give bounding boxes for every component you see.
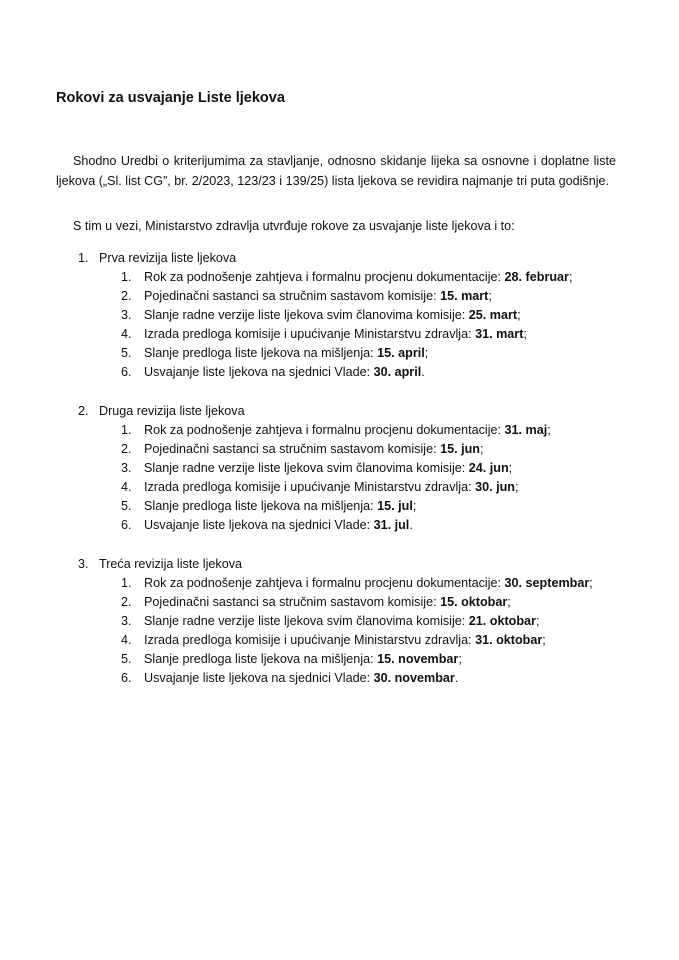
list-item — [78, 669, 638, 688]
item-number: 2. — [121, 289, 132, 303]
list-item — [78, 497, 638, 516]
item-date: 15. mart — [440, 289, 489, 303]
item-end: ; — [517, 308, 521, 322]
item-end: ; — [488, 289, 492, 303]
item-date: 30. septembar — [504, 576, 590, 590]
deadline-list — [78, 574, 638, 688]
item-end: . — [409, 518, 413, 532]
item-date: 28. februar — [504, 270, 569, 284]
list-item — [78, 650, 638, 669]
item-number: 4. — [121, 327, 132, 341]
item-end: . — [421, 365, 425, 379]
item-text: Usvajanje liste ljekova na sjednici Vlade: — [144, 671, 374, 685]
item-number: 4. — [121, 633, 132, 647]
list-item — [78, 516, 638, 535]
item-number: 3. — [121, 461, 132, 475]
revision-section-3 — [78, 555, 638, 688]
revision-section-2 — [78, 402, 638, 535]
item-number: 2. — [121, 442, 132, 456]
section-title: Prva revizija liste ljekova — [99, 251, 237, 265]
item-end: ; — [523, 327, 527, 341]
item-date: 24. jun — [468, 461, 509, 475]
item-number: 6. — [121, 365, 132, 379]
item-end: ; — [542, 633, 546, 647]
item-text: Izrada predloga komisije i upućivanje Ministarstvu zdravlja: — [144, 327, 476, 341]
item-number: 3. — [121, 614, 132, 628]
list-item — [78, 631, 638, 650]
item-number: 5. — [121, 346, 132, 360]
deadline-list — [78, 421, 638, 535]
list-item — [78, 363, 638, 382]
lead-paragraph: S tim u vezi, Ministarstvo zdravlja utvrđuje rokove za usvajanje liste ljekova i to: — [73, 219, 515, 233]
item-date: 31. maj — [504, 423, 548, 437]
item-text: Slanje radne verzije liste ljekova svim članovima komisije: — [144, 614, 469, 628]
item-text: Rok za podnošenje zahtjeva i formalnu procjenu dokumentacije: — [144, 423, 505, 437]
item-date: 15. oktobar — [440, 595, 508, 609]
item-number: 1. — [121, 423, 132, 437]
item-text: Slanje predloga liste ljekova na mišljenja: — [144, 346, 378, 360]
item-end: ; — [507, 595, 511, 609]
item-date: 21. oktobar — [468, 614, 536, 628]
section-heading — [78, 402, 638, 421]
item-end: ; — [424, 346, 429, 360]
item-end: ; — [589, 576, 593, 590]
intro-paragraph: Shodno Uredbi o kriterijumima za stavljanje, odnosno skidanje lijeka sa osnovne i doplatne liste ljekova („Sl. list CG”, br. 2/2023, 123/23 i 139/25) lista ljekova se revidira najmanje tri puta godišnje. — [56, 154, 616, 188]
item-date: 25. mart — [468, 308, 518, 322]
item-text: Slanje predloga liste ljekova na mišljenja: — [144, 499, 378, 513]
item-end: ; — [458, 652, 462, 666]
item-text: Rok za podnošenje zahtjeva i formalnu procjenu dokumentacije: — [144, 270, 505, 284]
list-item — [78, 268, 638, 287]
deadline-list — [78, 268, 638, 382]
item-text: Pojedinačni sastanci sa stručnim sastavom komisije: — [144, 442, 441, 456]
section-heading — [78, 555, 638, 574]
section-title: Druga revizija liste ljekova — [99, 404, 245, 418]
section-title: Treća revizija liste ljekova — [99, 557, 243, 571]
list-item — [78, 306, 638, 325]
item-date: 31. jul — [373, 518, 410, 532]
item-date: 30. april — [373, 365, 422, 379]
list-item — [78, 421, 638, 440]
item-end: ; — [547, 423, 551, 437]
item-end: ; — [568, 270, 573, 284]
list-item — [78, 287, 638, 306]
section-number: 1. — [78, 251, 89, 265]
item-number: 5. — [121, 652, 132, 666]
section-heading — [78, 249, 638, 268]
item-text: Izrada predloga komisije i upućivanje Ministarstvu zdravlja: — [144, 480, 476, 494]
item-end: ; — [508, 461, 513, 475]
item-date: 31. oktobar — [475, 633, 543, 647]
list-item — [78, 459, 638, 478]
item-end: . — [454, 671, 459, 685]
section-number: 3. — [78, 557, 89, 571]
item-number: 1. — [121, 576, 132, 590]
item-text: Pojedinačni sastanci sa stručnim sastavom komisije: — [144, 289, 441, 303]
item-text: Izrada predloga komisije i upućivanje Ministarstvu zdravlja: — [144, 633, 476, 647]
item-text: Rok za podnošenje zahtjeva i formalnu procjenu dokumentacije: — [144, 576, 505, 590]
revision-section-1 — [78, 249, 638, 382]
item-text: Slanje predloga liste ljekova na mišljenja: — [144, 652, 378, 666]
item-text: Pojedinačni sastanci sa stručnim sastavom komisije: — [144, 595, 441, 609]
item-date: 30. novembar — [373, 671, 455, 685]
item-date: 30. jun — [475, 480, 515, 494]
list-item — [78, 574, 638, 593]
item-text: Slanje radne verzije liste ljekova svim članovima komisije: — [144, 461, 469, 475]
list-item — [78, 344, 638, 363]
document-title: Rokovi za usvajanje Liste ljekova — [56, 90, 285, 106]
item-end: ; — [412, 499, 417, 513]
item-number: 4. — [121, 480, 132, 494]
section-number: 2. — [78, 404, 89, 418]
item-date: 15. april — [377, 346, 425, 360]
item-end: ; — [514, 480, 519, 494]
item-date: 15. jul — [377, 499, 413, 513]
item-number: 5. — [121, 499, 132, 513]
list-item — [78, 612, 638, 631]
item-date: 31. mart — [475, 327, 524, 341]
item-end: ; — [479, 442, 484, 456]
item-number: 3. — [121, 308, 132, 322]
list-item — [78, 325, 638, 344]
item-text: Usvajanje liste ljekova na sjednici Vlade: — [144, 518, 374, 532]
item-date: 15. jun — [440, 442, 480, 456]
item-date: 15. novembar — [377, 652, 459, 666]
item-number: 6. — [121, 518, 132, 532]
item-end: ; — [535, 614, 540, 628]
list-item — [78, 593, 638, 612]
list-item — [78, 440, 638, 459]
item-number: 1. — [121, 270, 132, 284]
item-text: Slanje radne verzije liste ljekova svim članovima komisije: — [144, 308, 469, 322]
item-number: 2. — [121, 595, 132, 609]
list-item — [78, 478, 638, 497]
item-number: 6. — [121, 671, 132, 685]
item-text: Usvajanje liste ljekova na sjednici Vlade: — [144, 365, 374, 379]
